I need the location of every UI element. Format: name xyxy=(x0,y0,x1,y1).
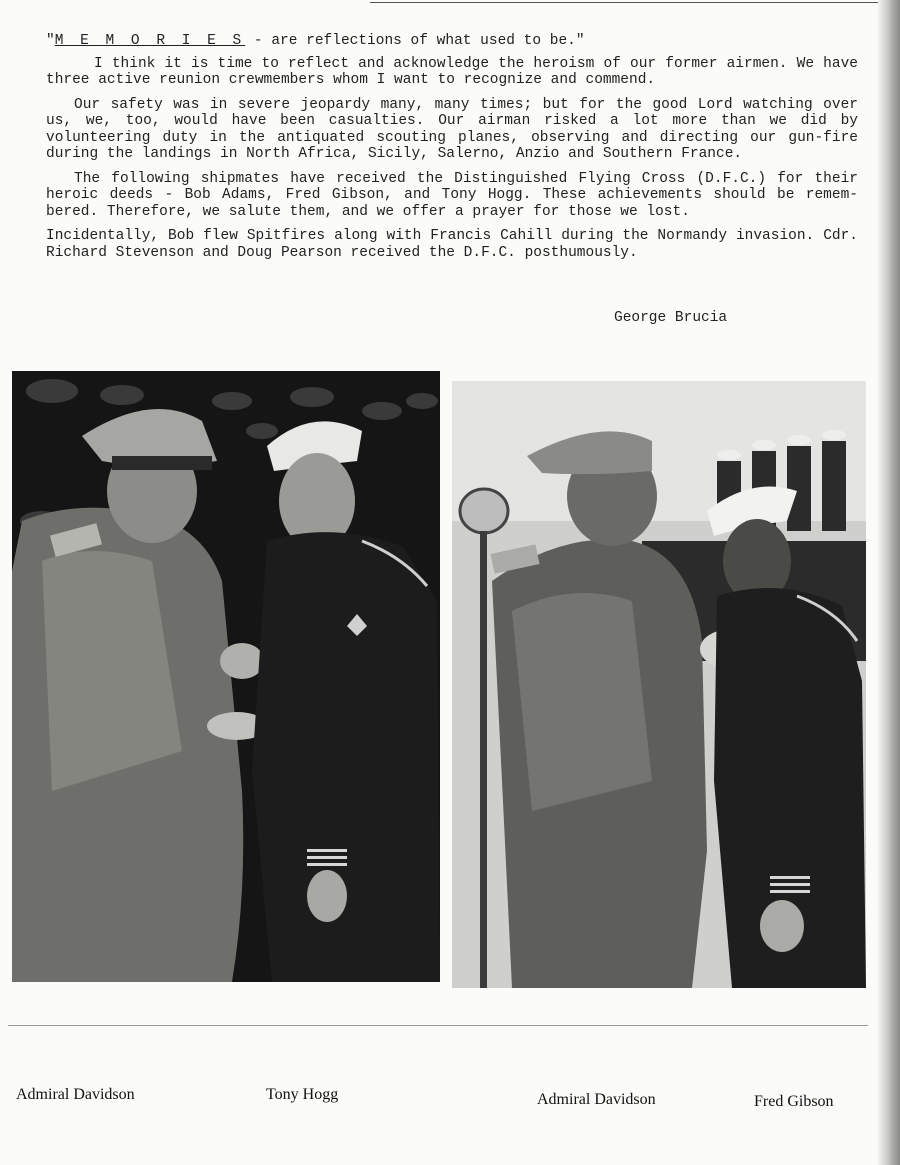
page-binding-edge xyxy=(878,0,900,1165)
caption-divider xyxy=(8,1025,868,1026)
article-heading: "M E M O R I E S - are reflections of what used to be." xyxy=(46,33,585,49)
author-signature: George Brucia xyxy=(614,310,728,326)
paragraph-1: I think it is time to reflect and acknowledge the heroism of our former airmen. We have three active reunion crewmembers whom I want to recognize and commend. xyxy=(46,55,858,88)
paragraph-2: Our safety was in severe jeopardy many, many times; but for the good Lord watching over us, we, too, would have been casualties. Our airman risked a lot more than we did by volunteering duty in the antiquated scouting planes, observing and directing our gun-fire during the landings in North Africa, Sicily, Salerno, Anzio and Southern France. xyxy=(46,96,858,162)
caption-right-sailor: Fred Gibson xyxy=(754,1093,834,1110)
article-text xyxy=(46,33,858,269)
caption-right-officer: Admiral Davidson xyxy=(537,1091,656,1108)
caption-left-officer: Admiral Davidson xyxy=(16,1086,135,1103)
heading-keyword: M E M O R I E S xyxy=(54,33,246,49)
photo-medal-ceremony-right xyxy=(452,381,866,988)
paragraph-4: Incidentally, Bob flew Spitfires along with Francis Cahill during the Normandy invasion. Cdr. Richard Stevenson and Doug Pearson received the D.F.C. posthumously. xyxy=(46,228,858,261)
heading-rest: - are reflections of what used to be." xyxy=(245,33,585,49)
paragraph-3: The following shipmates have received the Distinguished Flying Cross (D.F.C.) for their heroic deeds - Bob Adams, Fred Gibson, and Tony Hogg. These achievements should be remem-bered. Therefore, we salute them, and we offer a prayer for those we lost. xyxy=(46,170,858,220)
caption-left-sailor: Tony Hogg xyxy=(266,1086,339,1103)
top-edge-line xyxy=(370,2,900,3)
photo-medal-ceremony-left xyxy=(12,371,440,982)
